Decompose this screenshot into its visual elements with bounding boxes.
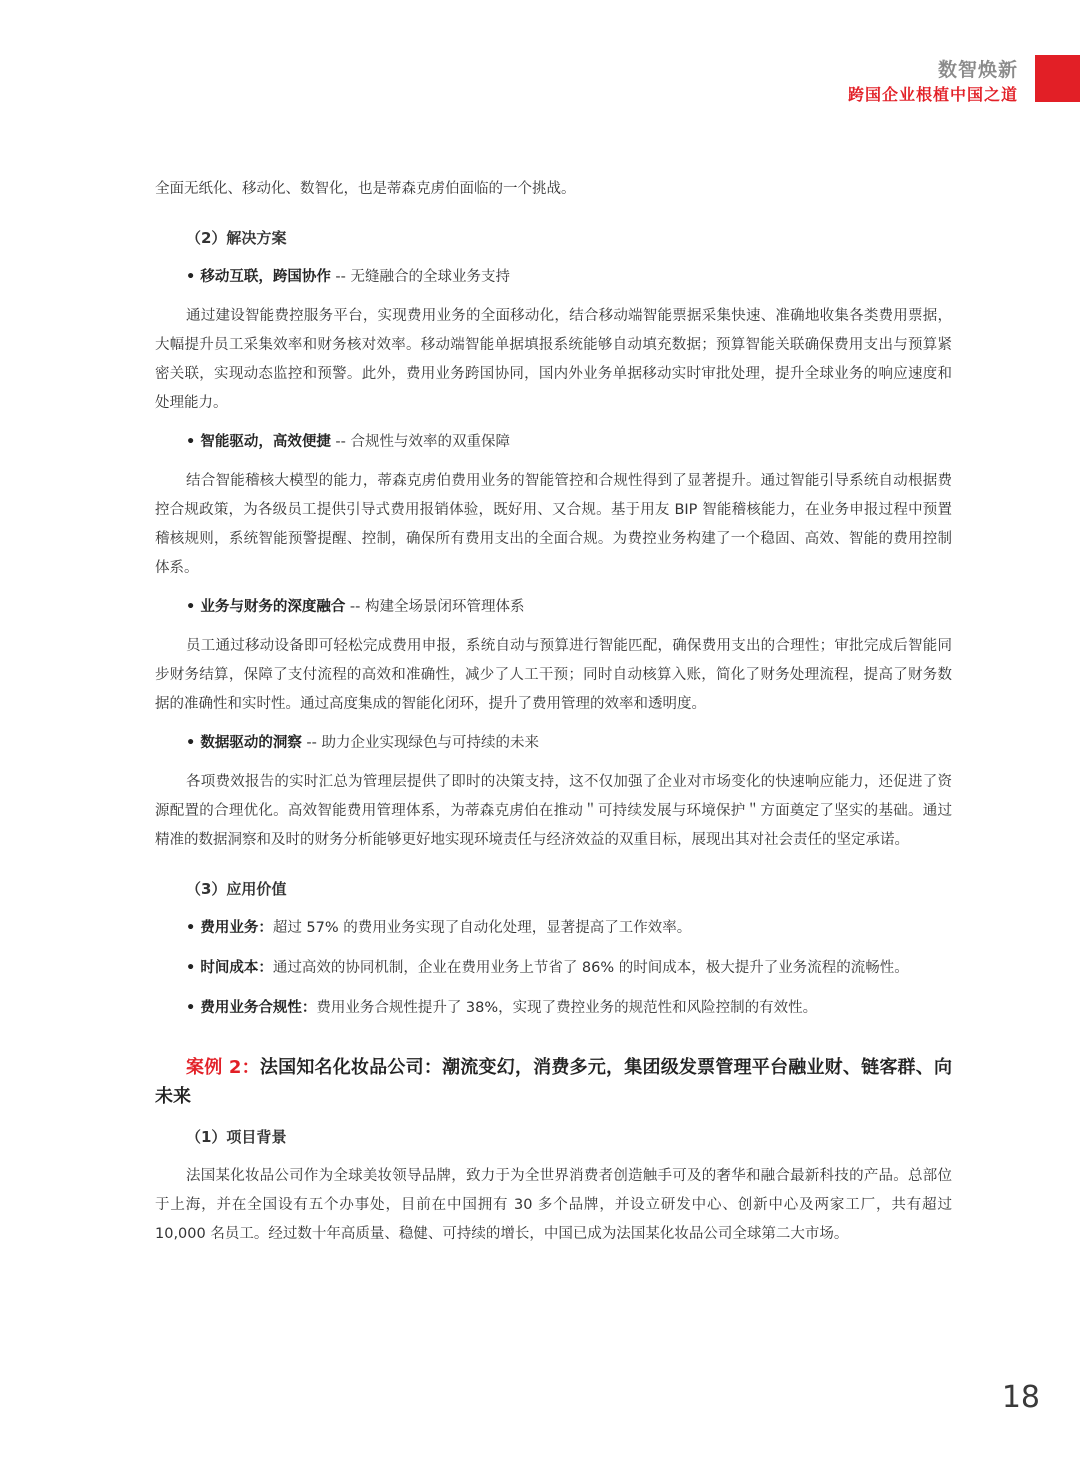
bullet-title: • 数据驱动的洞察 bbox=[186, 735, 302, 751]
solution-bullet-2 bbox=[155, 428, 952, 457]
solution-paragraph-1: 通过建设智能费控服务平台，实现费用业务的全面移动化，结合移动端智能票据采集快速、准确地收集各类费用票据，大幅提升员工采集效率和财务核对效率。移动端智能单据填报系统能够自动填充数据；预算智能关联确保费用支出与预算紧密关联，实现动态监控和预警。此外，费用业务跨国协同，国内外业务单据移动实时审批处理，提升全球业务的响应速度和处理能力。 bbox=[155, 308, 952, 411]
solution-bullet-1 bbox=[155, 263, 952, 292]
solution-heading: （2）解决方案 bbox=[186, 229, 287, 247]
bullet-subtitle: -- 构建全场景闭环管理体系 bbox=[345, 599, 525, 615]
value-text: 超过 57% 的费用业务实现了自动化处理，显著提高了工作效率。 bbox=[272, 920, 692, 936]
background-heading: （1）项目背景 bbox=[186, 1128, 287, 1146]
value-text: 费用业务合规性提升了 38%，实现了费控业务的规范性和风险控制的有效性。 bbox=[316, 1000, 818, 1016]
value-heading: （3）应用价值 bbox=[186, 880, 287, 898]
value-item-1 bbox=[155, 914, 952, 943]
solution-paragraph-2: 结合智能稽核大模型的能力，蒂森克虏伯费用业务的智能管控和合规性得到了显著提升。通过智能引导系统自动根据费控合规政策，为各级员工提供引导式费用报销体验，既好用、又合规。基于用友 BIP 智能稽核能力，在业务申报过程中预置稽核规则，系统智能预警提醒、控制，确保所有费用支出的全面合规。为费控业务构建了一个稳固、高效、智能的费用控制体系。 bbox=[155, 473, 952, 576]
solution-paragraph-3: 员工通过移动设备即可轻松完成费用申报，系统自动与预算进行智能匹配，确保费用支出的合理性；审批完成后智能同步财务结算，保障了支付流程的高效和准确性，减少了人工干预；同时自动核算入账，简化了财务处理流程，提高了财务数据的准确性和实时性。通过高度集成的智能化闭环，提升了费用管理的效率和透明度。 bbox=[155, 638, 952, 712]
value-label: • 费用业务合规性： bbox=[186, 1000, 317, 1016]
case2-title: 法国知名化妆品公司：潮流变幻，消费多元，集团级发票管理平台融业财、链客群、向未来 bbox=[155, 1057, 952, 1107]
bullet-subtitle: -- 合规性与效率的双重保障 bbox=[330, 434, 511, 450]
background-paragraph: 法国某化妆品公司作为全球美妆领导品牌，致力于为全世界消费者创造触手可及的奢华和融合最新科技的产品。总部位于上海，并在全国设有五个办事处，目前在中国拥有 30 多个品牌，并设立研发中心、创新中心及两家工厂，共有超过 10,000 名员工。经过数十年高质量、稳健、可持续的增长，中国已成为法国某化妆品公司全球第二大市场。 bbox=[155, 1168, 952, 1242]
value-text: 通过高效的协同机制，企业在费用业务上节省了 86% 的时间成本，极大提升了业务流程的流畅性。 bbox=[272, 960, 909, 976]
page-number: 18 bbox=[1001, 1380, 1040, 1415]
value-label: • 费用业务： bbox=[186, 920, 273, 936]
bullet-subtitle: -- 无缝融合的全球业务支持 bbox=[330, 269, 511, 285]
bullet-title: • 移动互联，跨国协作 bbox=[186, 269, 331, 285]
solution-bullet-3 bbox=[155, 593, 952, 622]
page-content bbox=[155, 175, 952, 1249]
header-title: 数智焕新 bbox=[937, 59, 1018, 81]
case2-heading bbox=[155, 1053, 952, 1111]
solution-paragraph-4: 各项费效报告的实时汇总为管理层提供了即时的决策支持，这不仅加强了企业对市场变化的快速响应能力，还促进了资源配置的合理优化。高效智能费用管理体系，为蒂森克虏伯在推动＂可持续发展与环境保护＂方面奠定了坚实的基础。通过精准的数据洞察和及时的财务分析能够更好地实现环境责任与经济效益的双重目标，展现出其对社会责任的坚定承诺。 bbox=[155, 774, 952, 848]
value-label: • 时间成本： bbox=[186, 960, 273, 976]
case2-label: 案例 2： bbox=[186, 1057, 260, 1078]
header-subtitle: 跨国企业根植中国之道 bbox=[847, 85, 1018, 104]
value-item-2 bbox=[155, 954, 952, 983]
bullet-title: • 智能驱动，高效便捷 bbox=[186, 434, 331, 450]
bullet-title: • 业务与财务的深度融合 bbox=[186, 599, 346, 615]
intro-paragraph: 全面无纸化、移动化、数智化，也是蒂森克虏伯面临的一个挑战。 bbox=[155, 181, 576, 197]
header-red-block bbox=[1035, 55, 1080, 102]
value-item-3 bbox=[155, 994, 952, 1023]
solution-bullet-4 bbox=[155, 729, 952, 758]
bullet-subtitle: -- 助力企业实现绿色与可持续的未来 bbox=[301, 735, 540, 751]
